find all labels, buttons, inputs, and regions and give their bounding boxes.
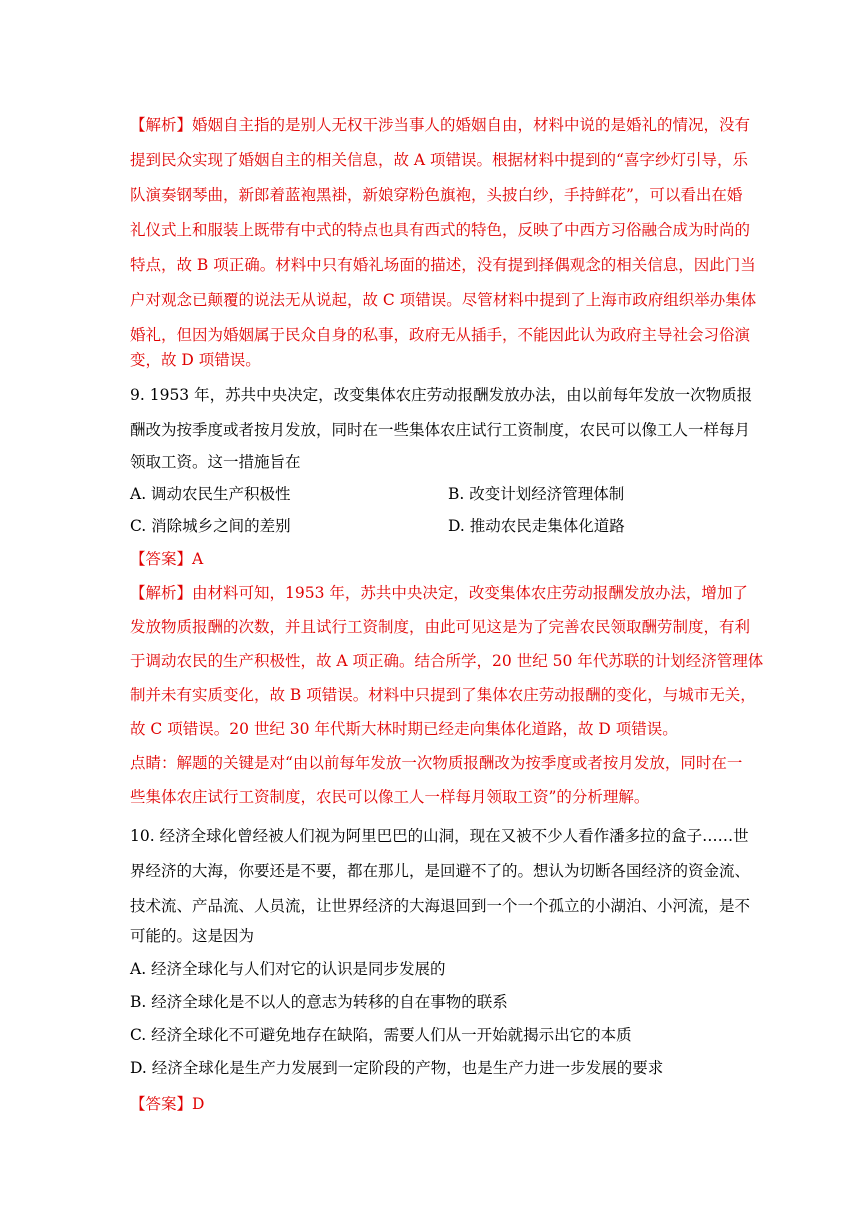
q9-options-row-2 bbox=[130, 516, 625, 536]
q9-analysis-line-1 bbox=[130, 583, 748, 603]
q10-stem-line-4: 可能的。这是因为 bbox=[130, 927, 255, 945]
q9-options-row-1 bbox=[130, 484, 625, 504]
q8-analysis-line-7: 婚礼，但因为婚姻属于民众自身的私事，政府无从插手，不能因此认为政府主导社会习俗演 bbox=[130, 326, 751, 344]
answer-value: A bbox=[192, 550, 204, 568]
analysis-tag: 【解析】 bbox=[130, 116, 193, 134]
q9-analysis-line-3: 于调动农民的生产积极性，故 A 项正确。结合所学，20 世纪 50 年代苏联的计划经济管理体 bbox=[130, 652, 764, 670]
q10-answer bbox=[130, 1094, 204, 1114]
q9-analysis-line-5: 故 C 项错误。20 世纪 30 年代斯大林时期已经走向集体化道路，故 D 项错误。 bbox=[130, 720, 678, 738]
q9-analysis-line-4: 制并未有实质变化，故 B 项错误。材料中只提到了集体农庄劳动报酬的变化，与城市无关， bbox=[130, 686, 756, 704]
q10-stem-line-1: 10. 经济全球化曾经被人们视为阿里巴巴的山洞，现在又被不少人看作潘多拉的盒子……世 bbox=[130, 827, 749, 845]
q10-stem-line-3: 技术流、产品流、人员流，让世界经济的大海退回到一个一个孤立的小湖泊、小河流，是不 bbox=[130, 897, 751, 915]
q9-analysis-text: 由材料可知，1953 年，苏共中央决定，改变集体农庄劳动报酬发放办法，增加了 bbox=[192, 584, 748, 602]
q8-analysis-line-6: 户对观念已颠覆的说法无从说起，故 C 项错误。尽管材料中提到了上海市政府组织举办集体 bbox=[130, 291, 757, 309]
q9-stem-line-1: 9. 1953 年，苏共中央决定，改变集体农庄劳动报酬发放办法，由以前每年发放一次物质报 bbox=[130, 386, 753, 404]
q8-analysis-line-5: 特点，故 B 项正确。材料中只有婚礼场面的描述，没有提到择偶观念的相关信息，因此门当 bbox=[130, 256, 756, 274]
q8-analysis-line-4: 礼仪式上和服装上既带有中式的特点也具有西式的特色，反映了中西方习俗融合成为时尚的 bbox=[130, 221, 751, 239]
q9-stem-line-3: 领取工资。这一措施旨在 bbox=[130, 453, 301, 471]
q9-option-c: C. 消除城乡之间的差别 bbox=[130, 517, 291, 535]
q8-analysis-text: 婚姻自主指的是别人无权干涉当事人的婚姻自由，材料中说的是婚礼的情况，没有 bbox=[192, 116, 751, 134]
q8-analysis-line-3: 队演奏钢琴曲，新郎着蓝袍黑褂，新娘穿粉色旗袍，头披白纱，手持鲜花”，可以看出在婚 bbox=[130, 186, 743, 204]
answer-value: D bbox=[192, 1095, 205, 1113]
q8-analysis-line-2: 提到民众实现了婚姻自主的相关信息，故 A 项错误。根据材料中提到的“喜字纱灯引导，乐 bbox=[130, 151, 748, 169]
q9-answer bbox=[130, 549, 203, 569]
q8-analysis-line-8: 变，故 D 项错误。 bbox=[130, 351, 261, 369]
q9-option-b: B. 改变计划经济管理体制 bbox=[448, 485, 625, 503]
q10-stem-line-2: 界经济的大海，你要还是不要，都在那儿，是回避不了的。想认为切断各国经济的资金流、 bbox=[130, 862, 751, 880]
q8-analysis-line-1 bbox=[130, 115, 750, 135]
q10-option-d: D. 经济全球化是生产力发展到一定阶段的产物，也是生产力进一步发展的要求 bbox=[130, 1059, 664, 1077]
analysis-tag: 【解析】 bbox=[130, 584, 193, 602]
q9-option-a: A. 调动农民生产积极性 bbox=[130, 485, 291, 503]
q10-option-a: A. 经济全球化与人们对它的认识是同步发展的 bbox=[130, 960, 446, 978]
q10-option-c: C. 经济全球化不可避免地存在缺陷，需要人们从一开始就揭示出它的本质 bbox=[130, 1026, 632, 1044]
answer-tag: 【答案】 bbox=[130, 1095, 193, 1113]
answer-tag: 【答案】 bbox=[130, 550, 193, 568]
q9-option-d: D. 推动农民走集体化道路 bbox=[448, 517, 625, 535]
q9-tip-line-1: 点睛：解题的关键是对“由以前每年发放一次物质报酬改为按季度或者按月发放，同时在一 bbox=[130, 754, 743, 772]
q10-option-b: B. 经济全球化是不以人的意志为转移的自在事物的联系 bbox=[130, 993, 508, 1011]
q9-stem-line-2: 酬改为按季度或者按月发放，同时在一些集体农庄试行工资制度，农民可以像工人一样每月 bbox=[130, 421, 751, 439]
q9-tip-line-2: 些集体农庄试行工资制度，农民可以像工人一样每月领取工资”的分析理解。 bbox=[130, 788, 650, 806]
q9-analysis-line-2: 发放物质报酬的次数，并且试行工资制度，由此可见这是为了完善农民领取酬劳制度，有利 bbox=[130, 618, 751, 636]
